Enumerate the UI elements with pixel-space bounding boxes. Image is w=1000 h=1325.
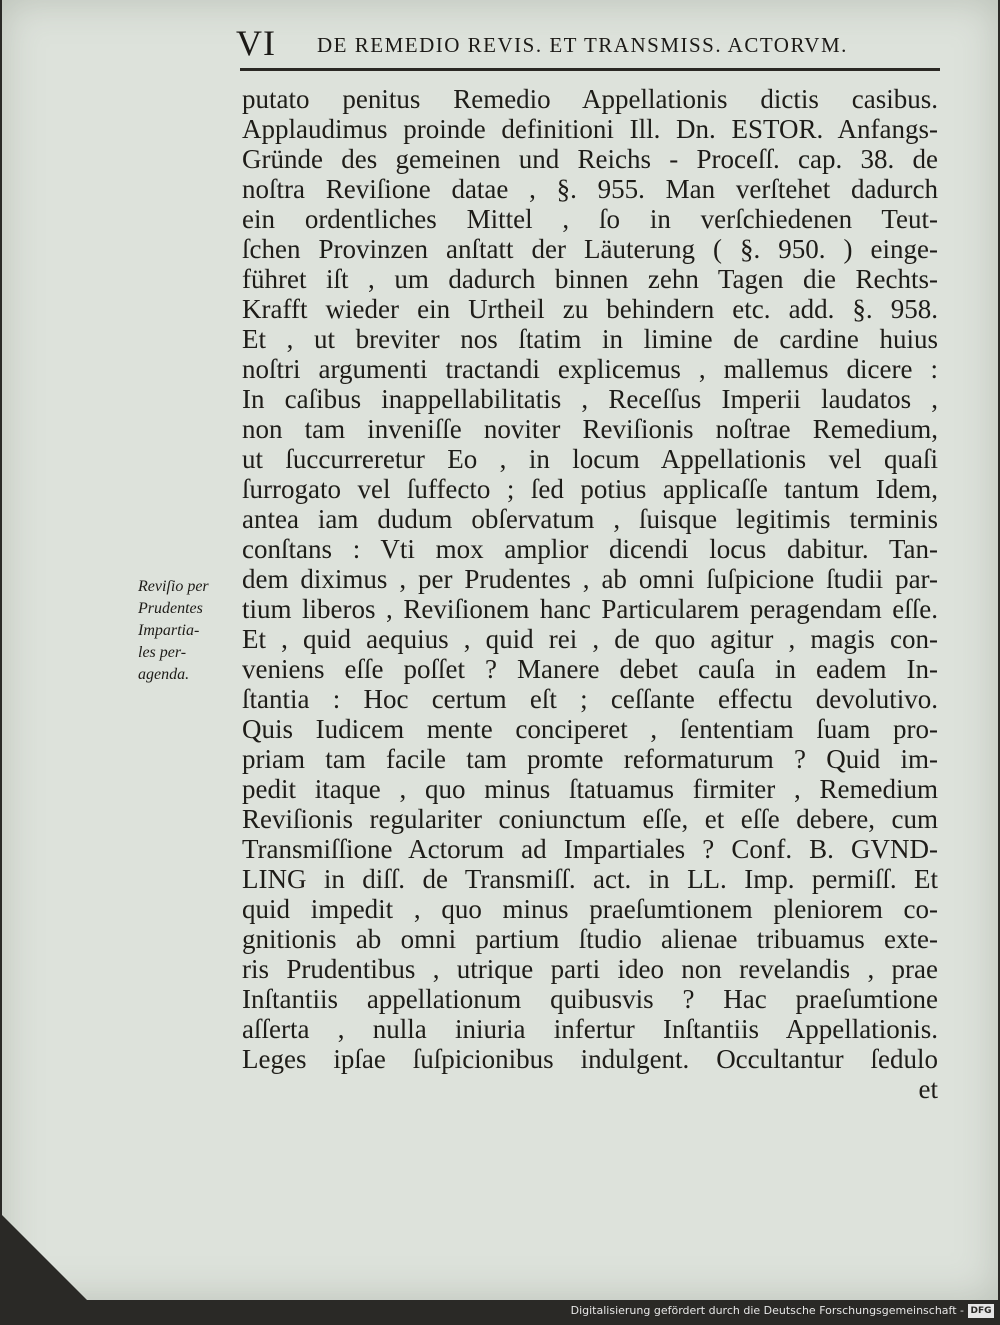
body-line: Gründe des gemeinen und Reichs - Proceſſ. cap. 38. de <box>242 144 938 174</box>
body-line: antea iam dudum obſervatum , ſuisque legitimis terminis <box>242 504 938 534</box>
margin-note-line: Reviſio per <box>138 578 209 595</box>
page-number: VI <box>236 23 276 63</box>
body-line: gnitionis ab omni partium ſtudio alienae tribuamus exte- <box>242 924 938 954</box>
body-line: Quis Iudicem mente conciperet , ſententiam ſuam pro- <box>242 714 938 744</box>
body-line: ris Prudentibus , utrique parti ideo non revelandis , prae <box>242 954 938 984</box>
body-line: noſtri argumenti tractandi explicemus , mallemus dicere : <box>242 354 938 384</box>
running-title: DE REMEDIO REVIS. ET TRANSMISS. ACTORVM. <box>317 33 848 57</box>
body-line: conſtans : Vti mox amplior dicendi locus dabitur. Tan- <box>242 534 938 564</box>
body-line: noſtra Reviſione datae , §. 955. Man verſtehet dadurch <box>242 174 938 204</box>
margin-note-line: Impartia- <box>138 622 200 639</box>
body-line: aſſerta , nulla iniuria infertur Inſtantiis Appellationis. <box>242 1014 938 1044</box>
body-line: ſurrogato vel ſuffecto ; ſed potius applicaſſe tantum Idem, <box>242 474 938 504</box>
body-line: Applaudimus proinde definitioni Ill. Dn. ESTOR. Anfangs- <box>242 114 938 144</box>
margin-note-line: les per- <box>138 644 187 661</box>
body-line: tium liberos , Reviſionem hanc Particularem peragendam eſſe. <box>242 594 938 624</box>
header-rule <box>240 68 940 71</box>
scanned-page <box>2 0 998 1300</box>
margin-note-line: agenda. <box>138 666 190 683</box>
body-line: ut ſuccurreretur Eo , in locum Appellationis vel quaſi <box>242 444 938 474</box>
body-line: non tam inveniſſe noviter Reviſionis noſtrae Remedium, <box>242 414 938 444</box>
body-line: Et , quid aequius , quid rei , de quo agitur , magis con- <box>242 624 938 654</box>
body-line: Inſtantiis appellationum quibusvis ? Hac praeſumtione <box>242 984 938 1014</box>
margin-note-line: Prudentes <box>138 600 203 617</box>
body-line: veniens eſſe poſſet ? Manere debet cauſa in eadem In- <box>242 654 938 684</box>
body-line: Krafft wieder ein Urtheil zu behindern etc. add. §. 958. <box>242 294 938 324</box>
body-line: Leges ipſae ſuſpicionibus indulgent. Occultantur ſedulo <box>242 1044 938 1074</box>
body-line: Et , ut breviter nos ſtatim in limine de cardine huius <box>242 324 938 354</box>
body-line: dem diximus , per Prudentes , ab omni ſuſpicione ſtudii par- <box>242 564 938 594</box>
footer-credit: Digitalisierung gefördert durch die Deutsche Forschungsgemeinschaft - <box>570 1304 964 1317</box>
body-line: quid impedit , quo minus praeſumtionem pleniorem co- <box>242 894 938 924</box>
body-line: ein ordentliches Mittel , ſo in verſchiedenen Teut- <box>242 204 938 234</box>
catchword: et <box>918 1074 938 1104</box>
body-line: pedit itaque , quo minus ſtatuamus firmiter , Remedium <box>242 774 938 804</box>
body-line: putato penitus Remedio Appellationis dictis casibus. <box>242 84 938 114</box>
body-line: ſchen Provinzen anſtatt der Läuterung ( §. 950. ) einge- <box>242 234 938 264</box>
body-line: Reviſionis regulariter coniunctum eſſe, et eſſe debere, cum <box>242 804 938 834</box>
body-line: führet iſt , um dadurch binnen zehn Tagen die Rechts- <box>242 264 938 294</box>
body-line: LING in diſſ. de Transmiſſ. act. in LL. Imp. permiſſ. Et <box>242 864 938 894</box>
body-line: priam tam facile tam promte reformaturum ? Quid im- <box>242 744 938 774</box>
body-line: In caſibus inappellabilitatis , Receſſus Imperii laudatos , <box>242 384 938 414</box>
folded-corner <box>2 1215 94 1300</box>
dfg-logo-icon: DFG <box>968 1304 994 1318</box>
body-line: ſtantia : Hoc certum eſt ; ceſſante effectu devolutivo. <box>242 684 938 714</box>
body-line: Transmiſſione Actorum ad Impartiales ? Conf. B. GVND- <box>242 834 938 864</box>
